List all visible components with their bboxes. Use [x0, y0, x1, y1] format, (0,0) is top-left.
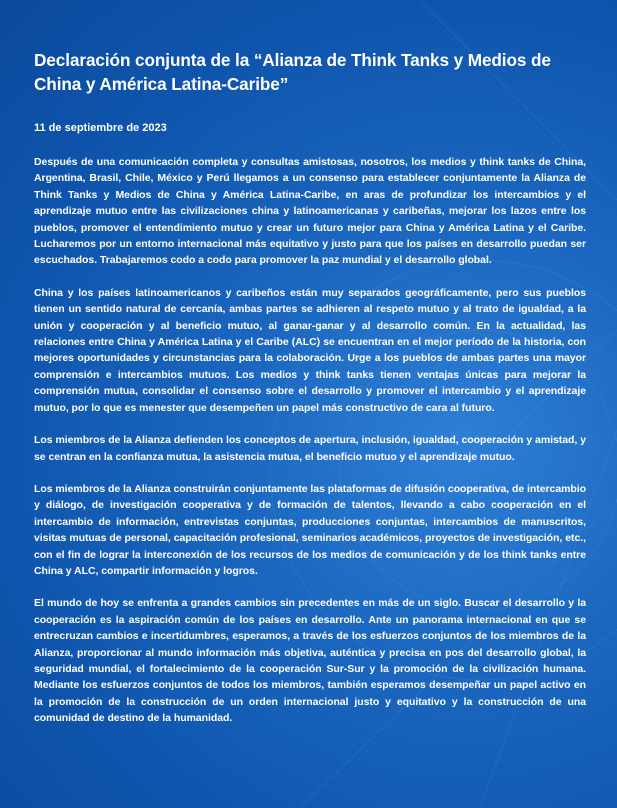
paragraph: Los miembros de la Alianza construirán conjuntamente las plataformas de difusión cooperativa, de intercambio y diálogo, de investigación cooperativa y de formación de talentos, llevando a cabo cooperación en el intercambio de información, entrevistas conjuntas, producciones conjuntas, intercambios de manuscritos, visitas mutuas de personal, capacitación profesional, seminarios académicos, proyectos de investigación, etc., con el fin de lograr la interconexión de los recursos de los medios de comunicación y de los think tanks entre China y ALC, compartir información y logros.: [34, 482, 587, 577]
paragraph: El mundo de hoy se enfrenta a grandes cambios sin precedentes en más de un siglo. Buscar el desarrollo y la cooperación es la aspiración común de los países en desarrollo. Ante un panorama internacional en que se entrecruzan cambios e incertidumbres, esperamos, a través de los esfuerzos conjuntos de los miembros de la Alianza, proporcionar al mundo información más objetiva, auténtica y precisa en pos del desarrollo global, la seguridad mundial, el fortalecimiento de la cooperación Sur-Sur y la promoción de la civilización humana. Mediante los esfuerzos conjuntos de todos los miembros, también esperamos desempeñar un papel activo en la promoción de la construcción de un orden internacional justo y equitativo y la construcción de una comunidad de destino de la humanidad.: [34, 597, 586, 725]
document-date: 11 de septiembre de 2023: [34, 122, 167, 134]
paragraph: Los miembros de la Alianza defienden los conceptos de apertura, inclusión, igualdad, cooperación y amistad, y se centran en la confianza mutua, la asistencia mutua, el beneficio mutuo y el aprendizaje mutuo.: [34, 434, 586, 463]
document: [34, 48, 586, 727]
document-title: Declaración conjunta de la “Alianza de Think Tanks y Medios de China y América Latina-Caribe”: [34, 50, 551, 94]
paragraph: Después de una comunicación completa y consultas amistosas, nosotros, los medios y think tanks de China, Argentina, Brasil, Chile, México y Perú llegamos a un consenso para establecer conjuntamente la Alianza de Think Tanks y Medios de China y América Latina-Caribe, en aras de profundizar los intercambios y el aprendizaje mutuo entre las civilizaciones china y latinoamericanas y caribeñas, mejorar los lazos entre los pueblos, promover el entendimiento mutuo y crear un futuro mejor para China y América Latina y el Caribe. Lucharemos por un entorno internacional más equitativo y justo para que los países en desarrollo puedan ser escuchados. Trabajaremos codo a codo para promover la paz mundial y el desarrollo global.: [34, 156, 586, 267]
paragraph: China y los países latinoamericanos y caribeños están muy separados geográficamente, pero sus pueblos tienen un sentido natural de cercanía, ambas partes se adhieren al respeto mutuo y al trato de igualdad, a la unión y cooperación y al beneficio mutuo, al ganar-ganar y al desarrollo común. En la actualidad, las relaciones entre China y América Latina y el Caribe (ALC) se encuentran en el mejor período de la historia, con mejores oportunidades y circunstancias para la colaboración. Urge a los pueblos de ambas partes una mayor comprensión e intercambios mutuos. Los medios y think tanks tienen ventajas únicas para mejorar la comprensión mutua, consolidar el consenso sobre el desarrollo y promover el intercambio y el aprendizaje mutuo, por lo que es menester que desempeñen un papel más constructivo de cara al futuro.: [34, 286, 586, 414]
